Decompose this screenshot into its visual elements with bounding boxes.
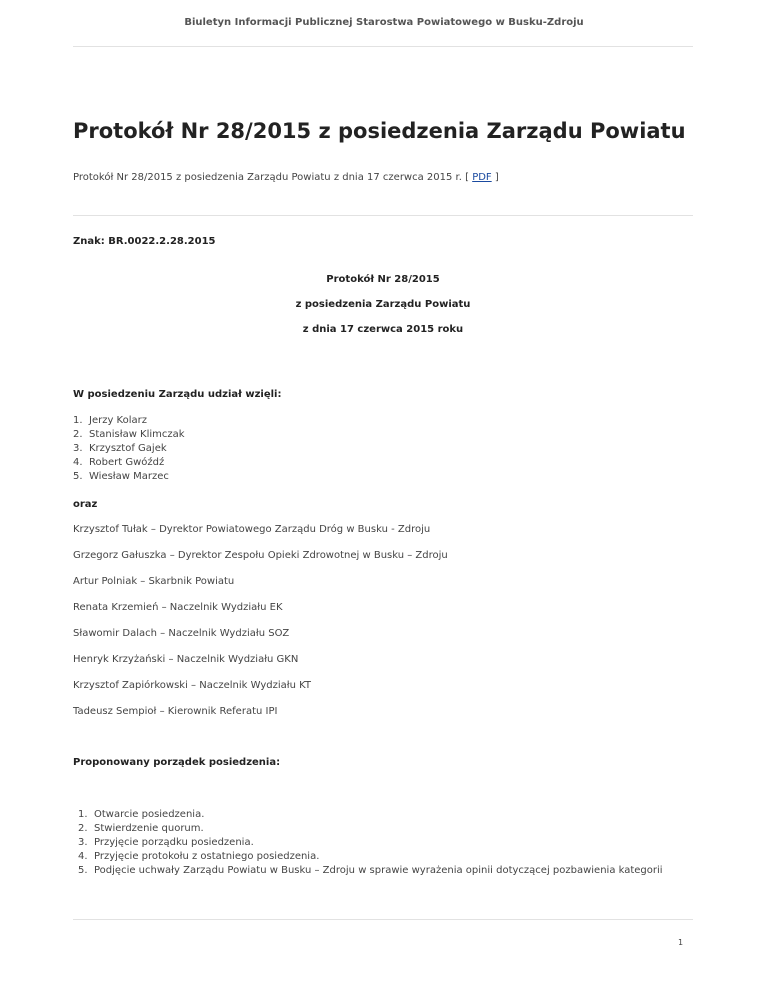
also-label: oraz bbox=[73, 499, 98, 510]
attendee-line: Renata Krzemień – Naczelnik Wydziału EK bbox=[73, 602, 283, 613]
pdf-link[interactable]: PDF bbox=[472, 172, 492, 183]
list-item: 1. Jerzy Kolarz bbox=[73, 415, 148, 426]
intro-text-after: ] bbox=[491, 172, 499, 183]
list-item: 2. Stanisław Klimczak bbox=[73, 429, 185, 440]
protocol-subject: z posiedzenia Zarządu Powiatu bbox=[295, 299, 471, 310]
list-item: 5. Podjęcie uchwały Zarządu Powiatu w Busku – Zdroju w sprawie wyrażenia opinii dotyczącej pozbawienia kategorii bbox=[78, 865, 663, 876]
attendee-line: Grzegorz Gałuszka – Dyrektor Zespołu Opieki Zdrowotnej w Busku – Zdroju bbox=[73, 550, 448, 561]
members-heading: W posiedzeniu Zarządu udział wzięli: bbox=[73, 389, 282, 400]
agenda-heading: Proponowany porządek posiedzenia: bbox=[73, 757, 281, 768]
list-item: 3. Przyjęcie porządku posiedzenia. bbox=[78, 837, 254, 848]
list-item: 5. Wiesław Marzec bbox=[73, 471, 169, 482]
attendee-line: Henryk Krzyżański – Naczelnik Wydziału GKN bbox=[73, 654, 299, 665]
attendee-line: Artur Polniak – Skarbnik Powiatu bbox=[73, 576, 235, 587]
page-title: Protokół Nr 28/2015 z posiedzenia Zarządu Powiatu bbox=[73, 119, 686, 143]
document-sign: Znak: BR.0022.2.28.2015 bbox=[73, 236, 216, 247]
attendee-line: Tadeusz Sempioł – Kierownik Referatu IPI bbox=[73, 706, 278, 717]
attendee-line: Sławomir Dalach – Naczelnik Wydziału SOZ bbox=[73, 628, 290, 639]
footer-divider bbox=[73, 919, 693, 920]
agenda-list bbox=[78, 808, 663, 878]
page-number: 1 bbox=[678, 938, 684, 947]
list-item: 3. Krzysztof Gajek bbox=[73, 443, 167, 454]
list-item: 4. Robert Gwóźdź bbox=[73, 457, 165, 468]
header-divider bbox=[73, 46, 693, 47]
attendee-line: Krzysztof Tułak – Dyrektor Powiatowego Zarządu Dróg w Busku - Zdroju bbox=[73, 524, 431, 535]
members-list bbox=[73, 414, 185, 484]
intro-text-before: Protokół Nr 28/2015 z posiedzenia Zarządu Powiatu z dnia 17 czerwca 2015 r. [ bbox=[73, 172, 473, 183]
list-item: 4. Przyjęcie protokołu z ostatniego posiedzenia. bbox=[78, 851, 320, 862]
intro-text bbox=[73, 171, 499, 185]
protocol-number: Protokół Nr 28/2015 bbox=[326, 274, 440, 285]
site-header: Biuletyn Informacji Publicznej Starostwa Powiatowego w Busku-Zdroju bbox=[184, 17, 584, 28]
content-divider bbox=[73, 215, 693, 216]
list-item: 1. Otwarcie posiedzenia. bbox=[78, 809, 205, 820]
protocol-date: z dnia 17 czerwca 2015 roku bbox=[302, 324, 464, 335]
list-item: 2. Stwierdzenie quorum. bbox=[78, 823, 204, 834]
attendee-line: Krzysztof Zapiórkowski – Naczelnik Wydziału KT bbox=[73, 680, 311, 691]
